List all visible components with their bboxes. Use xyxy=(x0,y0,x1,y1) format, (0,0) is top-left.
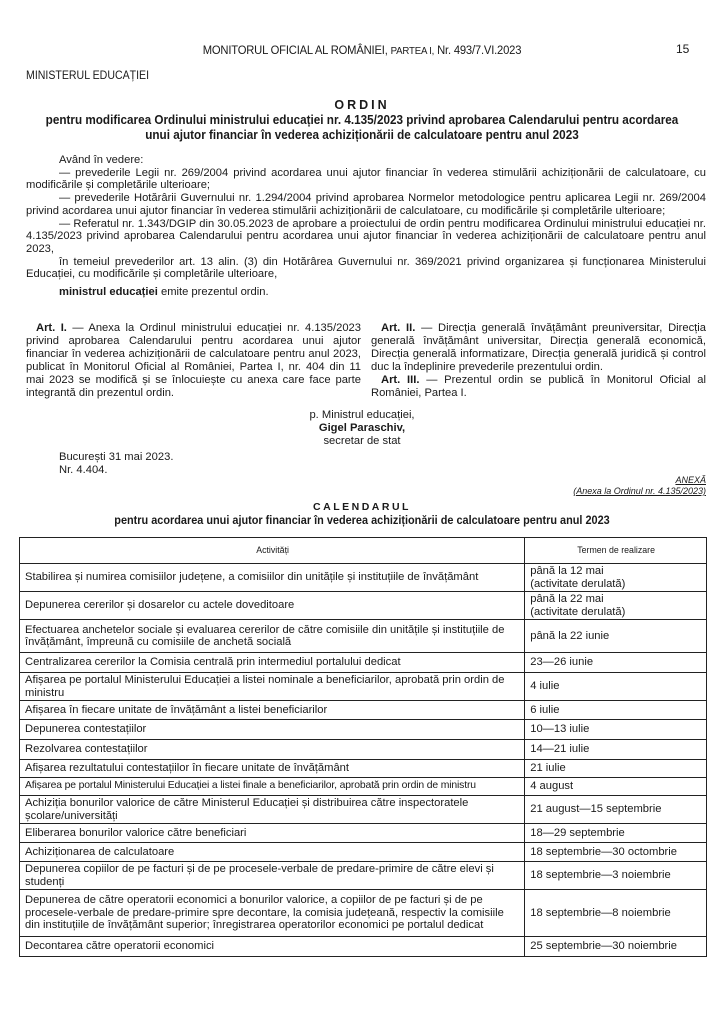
running-header xyxy=(29,44,695,58)
deadline-cell xyxy=(525,796,707,824)
deadline-note: (activitate derulată) xyxy=(530,605,626,618)
articles-left-column xyxy=(26,322,361,399)
preamble-enacting-clause xyxy=(26,286,706,299)
place-date: București 31 mai 2023. xyxy=(59,451,174,463)
deadline-text: 18—29 septembrie xyxy=(530,826,625,839)
signature-block xyxy=(0,409,724,447)
activity-cell: Afișarea pe portalul Ministerului Educației a listei finale a beneficiarilor, aprobată prin ordin de ministru xyxy=(20,778,525,796)
issuer-bold: ministrul educației xyxy=(59,286,158,299)
activity-cell: Depunerea copiilor de pe facturi și de pe procesele-verbale de predare-primire de către elevi și studenți xyxy=(20,862,525,890)
table-row xyxy=(20,620,707,653)
calendar-subtitle: pentru acordarea unui ajutor financiar în vederea achiziționării de calculatoare pentru anul 2023 xyxy=(114,514,610,527)
table-row xyxy=(20,824,707,843)
table-row xyxy=(20,653,707,673)
activity-cell: Afișarea rezultatului contestațiilor în fiecare unitate de învățământ xyxy=(20,760,525,778)
table-row xyxy=(20,592,707,620)
preamble-item: în temeiul prevederilor art. 13 alin. (3) din Hotărârea Guvernului nr. 369/2021 privind organizarea și funcționarea Ministerului Educației, cu modificările și completările ulterioare, xyxy=(26,255,706,281)
table-row xyxy=(20,701,707,720)
column-header-activities: Activități xyxy=(20,538,525,564)
deadline-cell xyxy=(525,778,707,796)
ordin-subtitle: pentru modificarea Ordinului ministrului educației nr. 4.135/2023 privind aprobarea Calendarului pentru acordarea unui ajutor financiar în vederea achiziționării de calculatoare pentru anul 2023 xyxy=(45,113,679,142)
table-row xyxy=(20,937,707,957)
activity-cell: Rezolvarea contestațiilor xyxy=(20,740,525,760)
article-label: Art. II. xyxy=(381,322,416,334)
deadline-text: 23—26 iunie xyxy=(530,656,594,669)
activity-cell: Efectuarea anchetelor sociale și evaluarea cererilor de către comisiile din unitățile și instituțiile de învățământ, împreună cu comisiile de anchetă socială xyxy=(20,620,525,653)
activity-cell: Depunerea de către operatorii economici a bonurilor valorice, a copiilor de pe facturi și de pe procesele-verbale de predare-primire spre decontare, la comisia județeană, respectiv la comisiile din instituțiile de învățământ superior; înregistrarea operatorilor economici pe portalul dedicat xyxy=(20,890,525,937)
date-block xyxy=(59,451,173,477)
table-header-row xyxy=(20,538,707,564)
articles-right-column xyxy=(371,322,706,399)
deadline-cell xyxy=(525,720,707,740)
deadline-cell xyxy=(525,890,707,937)
preamble-item: — prevederile Hotărârii Guvernului nr. 1.294/2004 privind aprobarea Normelor metodologice pentru aplicarea Legii nr. 269/2004 privind acordarea unui ajutor financiar în vederea stimulării achiziționării de calculatoare, cu modificările și completările ulterioare; xyxy=(26,192,706,217)
running-title-main: MONITORUL OFICIAL AL ROMÂNIEI, xyxy=(202,43,388,57)
deadline-text: 18 septembrie—8 noiembrie xyxy=(530,906,671,919)
article-3 xyxy=(371,374,706,400)
activity-cell: Eliberarea bonurilor valorice către beneficiari xyxy=(20,824,525,843)
deadline-cell xyxy=(525,701,707,720)
deadline-cell xyxy=(525,760,707,778)
deadline-cell xyxy=(525,620,707,653)
issuer-name: MINISTERUL EDUCAȚIEI xyxy=(26,70,150,82)
preamble-item: — Referatul nr. 1.343/DGIP din 30.05.2023 de aprobare a proiectului de ordin pentru modificarea Ordinului ministrului educației nr. 4.135/2023 privind aprobarea Calendarului pentru acordarea unui ajutor financiar în vederea achiziționării de calculatoare pentru anul 2023, xyxy=(26,217,706,255)
activity-cell: Stabilirea și numirea comisiilor județene, a comisiilor din unitățile și instituțiile de învățământ xyxy=(20,564,525,592)
annex-label-block xyxy=(573,475,706,497)
activity-cell: Decontarea către operatorii economici xyxy=(20,937,525,957)
article-text: — Prezentul ordin se publică în Monitorul Oficial al României, Partea I. xyxy=(371,373,707,399)
deadline-cell xyxy=(525,862,707,890)
activity-cell: Depunerea cererilor și dosarelor cu actele doveditoare xyxy=(20,592,525,620)
table-row xyxy=(20,796,707,824)
activity-cell: Afișarea pe portalul Ministerului Educației a listei nominale a beneficiarilor, aprobată prin ordin de ministru xyxy=(20,673,525,701)
deadline-text: până la 12 mai xyxy=(530,565,604,577)
deadline-cell xyxy=(525,673,707,701)
article-text: — Direcția generală învățământ preuniversitar, Direcția generală învățământ universitar, Direcția generală economică, Direcția generală informatizare, Direcția generală juridică și control duc la îndeplinire prevederile prezentului ordin. xyxy=(371,322,706,373)
order-number: Nr. 4.404. xyxy=(59,463,108,476)
article-text: — Anexa la Ordinul ministrului educației nr. 4.135/2023 privind aprobarea Calendarului pentru acordarea unui ajutor financiar în vederea achiziționării de calculatoare pentru anul 2023, publicat în Monitorul Oficial al României, Partea I, nr. 404 din 11 mai 2023 se modifică și se înlocuiește cu anexa care face parte integrantă din prezentul ordin. xyxy=(26,322,362,399)
article-1 xyxy=(26,322,361,399)
deadline-cell xyxy=(525,592,707,620)
deadline-cell xyxy=(525,564,707,592)
article-label: Art. I. xyxy=(36,322,67,334)
deadline-cell xyxy=(525,843,707,862)
column-header-deadline: Termen de realizare xyxy=(525,538,707,564)
deadline-cell xyxy=(525,740,707,760)
table-row xyxy=(20,890,707,937)
activity-cell: Achiziția bonurilor valorice de către Ministerul Educației și distribuirea către inspectoratele școlare/universități xyxy=(20,796,525,824)
calendar-title: CALENDARUL xyxy=(313,501,411,513)
deadline-text: 21 august—15 septembrie xyxy=(530,803,662,816)
deadline-text: 4 august xyxy=(530,780,574,793)
activity-cell: Centralizarea cererilor la Comisia centrală prin intermediul portalului dedicat xyxy=(20,653,525,673)
activity-cell: Afișarea în fiecare unitate de învățământ a listei beneficiarilor xyxy=(20,701,525,720)
signatory-name: Gigel Paraschiv, xyxy=(318,421,406,434)
table-row xyxy=(20,564,707,592)
signature-title: p. Ministrul educației, xyxy=(309,409,415,421)
page-number: 15 xyxy=(676,42,690,56)
deadline-text: 21 iulie xyxy=(530,762,566,775)
deadline-text: până la 22 iunie xyxy=(530,629,610,642)
article-label: Art. III. xyxy=(381,373,420,386)
table-row xyxy=(20,862,707,890)
preamble-intro: Având în vedere: xyxy=(59,154,144,166)
preamble xyxy=(26,154,706,299)
deadline-cell xyxy=(525,653,707,673)
table-row xyxy=(20,778,707,796)
enacting-text: emite prezentul ordin. xyxy=(157,286,269,299)
running-title-issue: Nr. 493/7.VI.2023 xyxy=(437,43,522,57)
deadline-text: 18 septembrie—30 octombrie xyxy=(530,845,677,858)
table-row xyxy=(20,740,707,760)
table-row xyxy=(20,843,707,862)
table-row xyxy=(20,760,707,778)
deadline-note: (activitate derulată) xyxy=(530,577,626,590)
deadline-text: 10—13 iulie xyxy=(530,723,590,736)
annex-reference: (Anexa la Ordinul nr. 4.135/2023) xyxy=(573,486,706,496)
ordin-title: ORDIN xyxy=(334,98,390,112)
article-2 xyxy=(371,322,706,374)
deadline-text: până la 22 mai xyxy=(530,593,604,605)
deadline-text: 4 iulie xyxy=(530,680,560,693)
preamble-item: — prevederile Legii nr. 269/2004 privind acordarea unui ajutor financiar în vederea stimulării achiziționării de calculatoare, cu modificările și completările ulterioare; xyxy=(26,166,706,192)
deadline-text: 25 septembrie—30 noiembrie xyxy=(530,940,677,953)
signatory-role: secretar de stat xyxy=(323,434,401,447)
running-title-part: PARTEA I, xyxy=(390,45,435,57)
calendar-body xyxy=(20,564,707,957)
deadline-cell xyxy=(525,937,707,957)
calendar-table xyxy=(19,537,707,957)
deadline-text: 18 septembrie—3 noiembrie xyxy=(530,869,671,882)
activity-cell: Achiziționarea de calculatoare xyxy=(20,843,525,862)
deadline-text: 14—21 iulie xyxy=(530,743,590,756)
activity-cell: Depunerea contestațiilor xyxy=(20,720,525,740)
table-row xyxy=(20,673,707,701)
deadline-cell xyxy=(525,824,707,843)
deadline-text: 6 iulie xyxy=(530,703,560,716)
annex-label: ANEXĂ xyxy=(675,475,706,485)
table-row xyxy=(20,720,707,740)
